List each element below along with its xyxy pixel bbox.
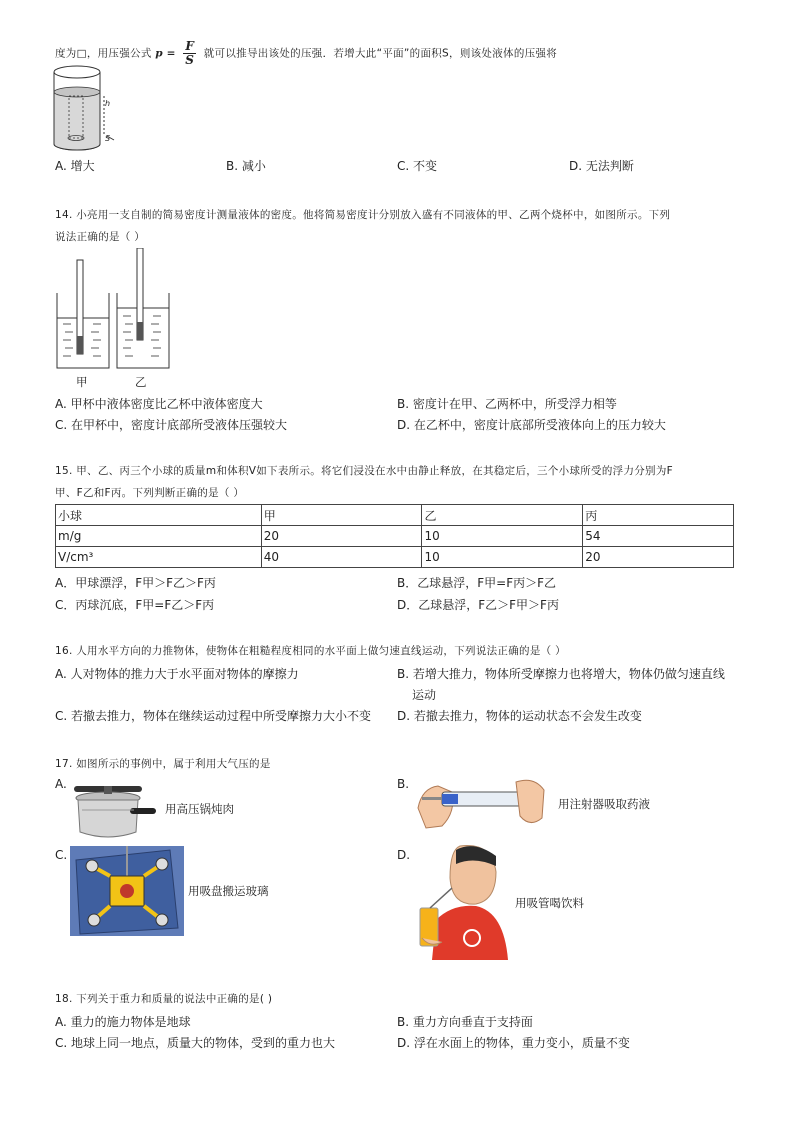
table-row — [56, 505, 734, 526]
q16-option-b[interactable]: B. 若增大推力，物体所受摩擦力也将增大，物体仍做匀速直线 — [397, 667, 725, 681]
formula-denominator: S — [185, 53, 195, 67]
q14-stem-line1: 14. 小亮用一支自制的简易密度计测量液体的密度。他将简易密度计分别放入盛有不同液体的甲、乙两个烧杯中，如图所示。下列 — [55, 209, 671, 221]
q18-option-b[interactable]: B. 重力方向垂直于支持面 — [397, 1015, 533, 1029]
child-drinking-straw-icon — [412, 842, 512, 960]
table-cell: 丙 — [583, 505, 734, 526]
table-cell: m/g — [56, 526, 262, 547]
fig-label-s: S — [105, 134, 111, 143]
table-cell: V/cm³ — [56, 547, 262, 568]
q13-option-c[interactable]: C. 不变 — [397, 159, 438, 173]
fig-label-h: h — [105, 99, 111, 108]
beakers-figure — [55, 248, 175, 373]
table-cell: 20 — [583, 547, 734, 568]
q16-stem: 16. 人用水平方向的力推物体，使物体在粗糙程度相同的水平面上做匀速直线运动，下列说法正确的是（ ） — [55, 645, 566, 657]
table-cell: 甲 — [261, 505, 422, 526]
q15-stem-line2: 甲、F乙和F丙。下列判断正确的是（ ） — [55, 487, 245, 499]
q13-option-d[interactable]: D. 无法判断 — [569, 159, 634, 173]
table-cell: 20 — [261, 526, 422, 547]
q13-option-b[interactable]: B. 减小 — [226, 159, 266, 173]
suction-cup-glass-icon — [70, 846, 184, 936]
q18-option-d[interactable]: D. 浮在水面上的物体，重力变小，质量不变 — [397, 1036, 630, 1050]
q18-option-c[interactable]: C. 地球上同一地点，质量大的物体，受到的重力也大 — [55, 1036, 336, 1050]
q17-option-c-letter[interactable]: C. — [55, 848, 68, 862]
cylinder-figure — [52, 64, 122, 154]
q17-option-a-letter[interactable]: A. — [55, 777, 67, 791]
table-cell: 40 — [261, 547, 422, 568]
q17-caption-a: 用高压锅炖肉 — [165, 802, 234, 816]
q13-option-a[interactable]: A. 增大 — [55, 159, 95, 173]
fig-label-yi: 乙 — [135, 375, 147, 389]
table-cell: 54 — [583, 526, 734, 547]
formula-numerator: F — [185, 39, 195, 53]
beaker-yi — [117, 248, 169, 368]
table-cell: 10 — [422, 526, 583, 547]
q15-option-c[interactable]: C．丙球沉底，F甲=F乙＞F丙 — [55, 598, 215, 612]
q14-option-d[interactable]: D. 在乙杯中，密度计底部所受液体向上的压力较大 — [397, 418, 666, 432]
table-row — [56, 547, 734, 568]
syringe-icon — [412, 768, 552, 832]
table-cell: 乙 — [422, 505, 583, 526]
pressure-cooker-icon — [70, 780, 160, 842]
q14-option-a[interactable]: A. 甲杯中液体密度比乙杯中液体密度大 — [55, 397, 263, 411]
q18-option-a[interactable]: A. 重力的施力物体是地球 — [55, 1015, 191, 1029]
q17-caption-b: 用注射器吸取药液 — [558, 797, 650, 811]
beaker-jia — [57, 260, 109, 368]
q13-stem — [55, 40, 557, 67]
formula-eq: = — [166, 47, 176, 60]
q18-stem: 18. 下列关于重力和质量的说法中正确的是( ) — [55, 993, 273, 1005]
q13-stem-start: 度为□，用压强公式 — [55, 47, 152, 60]
q15-option-a[interactable]: A．甲球漂浮，F甲＞F乙＞F丙 — [55, 576, 216, 590]
q15-stem-line1: 15. 甲、乙、丙三个小球的质量m和体积V如下表所示。将它们浸没在水中由静止释放，在其稳定后，三个小球所受的浮力分别为F — [55, 465, 673, 477]
fig-label-jia: 甲 — [76, 375, 88, 389]
q14-stem-line2: 说法正确的是（ ） — [55, 231, 146, 243]
table-cell: 10 — [422, 547, 583, 568]
pressure-formula-fraction — [183, 40, 196, 67]
q17-option-b-letter[interactable]: B. — [397, 777, 410, 791]
q17-option-d-letter[interactable]: D. — [397, 848, 411, 862]
q16-option-a[interactable]: A. 人对物体的推力大于水平面对物体的摩擦力 — [55, 667, 299, 681]
q17-caption-c: 用吸盘搬运玻璃 — [188, 884, 269, 898]
q17-stem: 17. 如图所示的事例中，属于利用大气压的是 — [55, 758, 271, 770]
q16-option-b-cont: 运动 — [412, 688, 437, 702]
q15-option-b[interactable]: B．乙球悬浮，F甲=F丙＞F乙 — [397, 576, 556, 590]
q14-option-c[interactable]: C. 在甲杯中，密度计底部所受液体压强较大 — [55, 418, 288, 432]
q17-caption-d: 用吸管喝饮料 — [515, 896, 584, 910]
q15-data-table — [55, 504, 734, 568]
q16-option-d[interactable]: D. 若撤去推力，物体的运动状态不会发生改变 — [397, 709, 642, 723]
q16-option-c[interactable]: C. 若撤去推力，物体在继续运动过程中所受摩擦力大小不变 — [55, 709, 372, 723]
q14-option-b[interactable]: B. 密度计在甲、乙两杯中，所受浮力相等 — [397, 397, 617, 411]
q15-option-d[interactable]: D．乙球悬浮，F乙＞F甲＞F丙 — [397, 598, 559, 612]
q13-stem-end: 就可以推导出该处的压强．若增大此“平面”的面积S，则该处液体的压强将 — [203, 47, 558, 60]
table-cell: 小球 — [56, 505, 262, 526]
table-row — [56, 526, 734, 547]
formula-p: p — [155, 47, 163, 60]
